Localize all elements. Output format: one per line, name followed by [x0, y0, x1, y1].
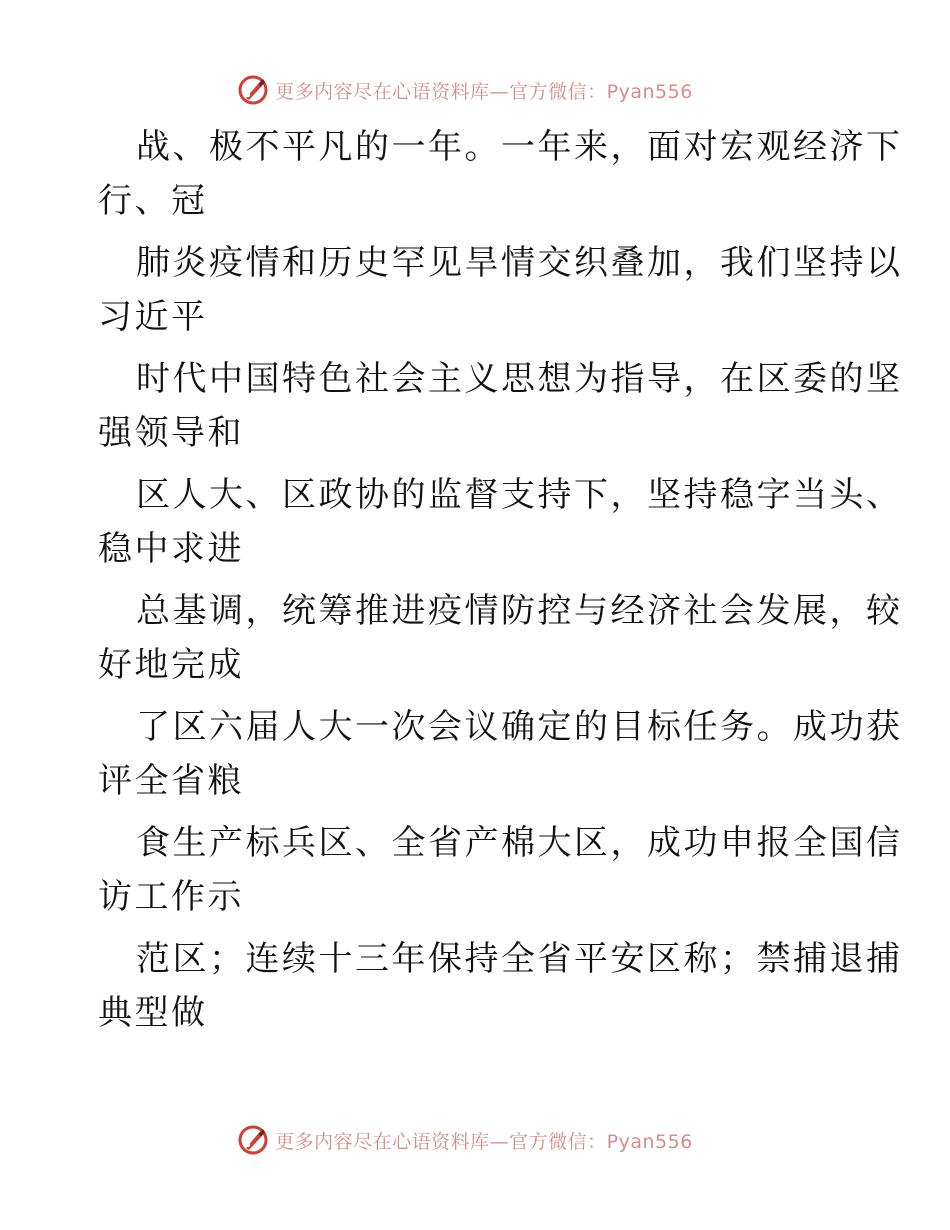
paragraph-line: 时代中国特色社会主义思想为指导，在区委的坚 — [136, 359, 903, 399]
paragraph — [98, 584, 903, 692]
footer-watermark — [0, 1120, 950, 1160]
paragraph — [98, 236, 903, 344]
quill-pen-logo-icon — [237, 74, 269, 106]
paragraph-line: 习近平 — [98, 297, 208, 337]
paragraph-line: 典型做 — [98, 993, 208, 1033]
paragraph-line: 稳中求进 — [98, 529, 244, 569]
paragraph — [98, 120, 903, 228]
paragraph-line: 好地完成 — [98, 645, 244, 685]
paragraph-line: 战、极不平凡的一年。一年来，面对宏观经济下 — [136, 127, 903, 167]
paragraph-line: 范区；连续十三年保持全省平安区称；禁捕退捕 — [136, 939, 903, 979]
paragraph-line: 行、冠 — [98, 181, 208, 221]
paragraph-line: 区人大、区政协的监督支持下，坚持稳字当头、 — [136, 475, 903, 515]
paragraph — [98, 932, 903, 1040]
paragraph — [98, 816, 903, 924]
paragraph — [98, 468, 903, 576]
paragraph — [98, 352, 903, 460]
paragraph-line: 总基调，统筹推进疫情防控与经济社会发展，较 — [136, 591, 903, 631]
paragraph-line: 强领导和 — [98, 413, 244, 453]
header-wechat-id: Pyan556 — [606, 80, 693, 103]
header-watermark-text: 更多内容尽在心语资料库—官方微信： — [275, 80, 607, 103]
paragraph-line: 访工作示 — [98, 877, 244, 917]
footer-wechat-id: Pyan556 — [606, 1130, 693, 1153]
document-body — [98, 120, 903, 1040]
footer-watermark-text: 更多内容尽在心语资料库—官方微信： — [275, 1130, 607, 1153]
paragraph — [98, 700, 903, 808]
paragraph-line: 食生产标兵区、全省产棉大区，成功申报全国信 — [136, 823, 903, 863]
quill-pen-logo-icon — [237, 1124, 269, 1156]
paragraph-line: 肺炎疫情和历史罕见旱情交织叠加，我们坚持以 — [136, 243, 903, 283]
paragraph-line: 了区六届人大一次会议确定的目标任务。成功获 — [136, 707, 903, 747]
header-watermark — [0, 70, 950, 110]
paragraph-line: 评全省粮 — [98, 761, 244, 801]
